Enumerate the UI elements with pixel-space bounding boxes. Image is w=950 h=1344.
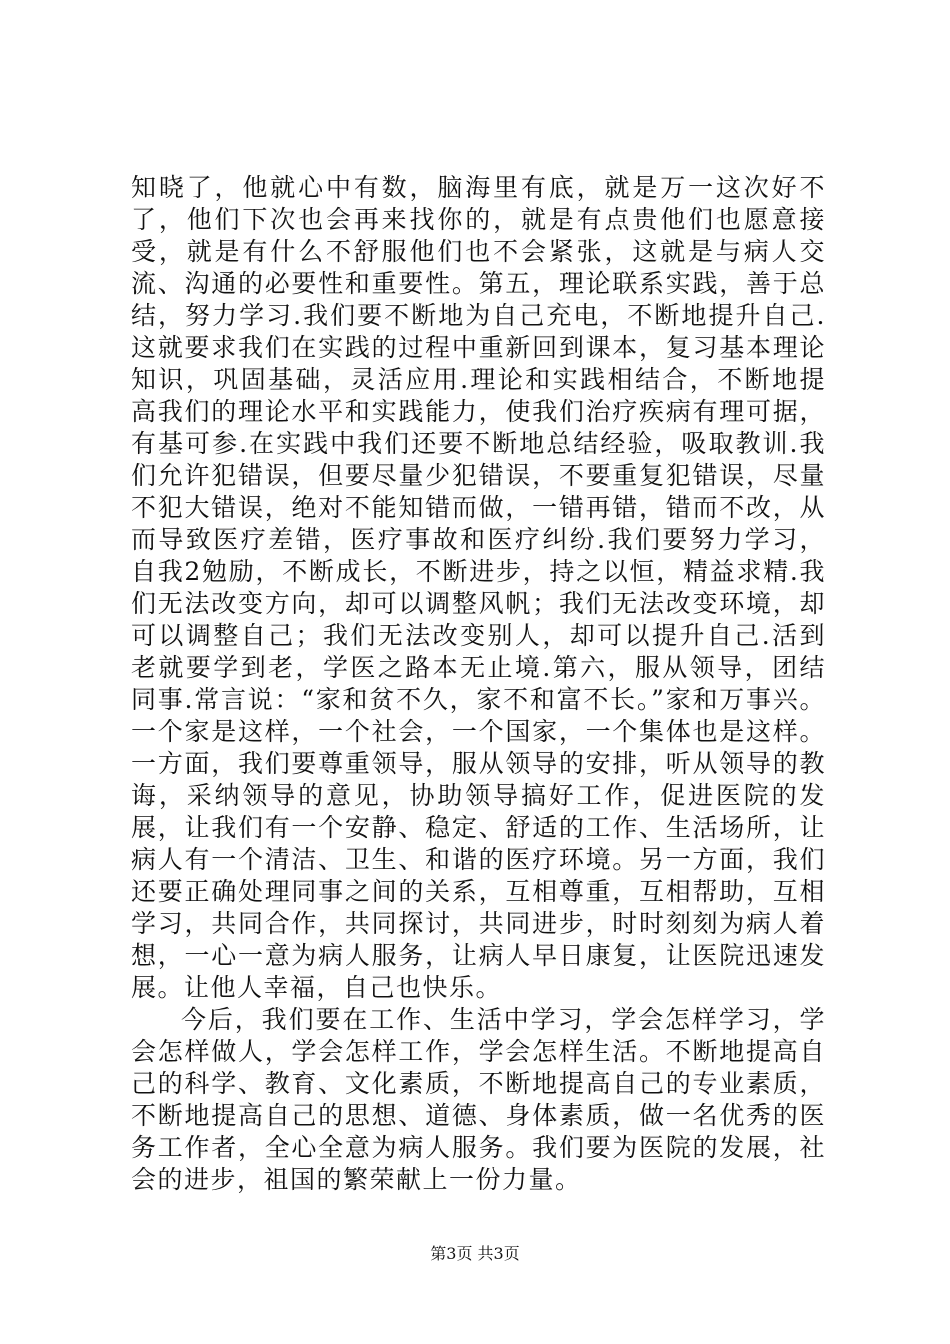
page-number-footer: 第3页 共3页 — [430, 1244, 520, 1263]
document-body — [131, 172, 826, 1196]
paragraph-conclusion: 今后，我们要在工作、生活中学习，学会怎样学习，学会怎样做人，学会怎样工作，学会怎样生活。不断地提高自己的科学、教育、文化素质，不断地提高自己的专业素质，不断地提高自己的思想、道德、身体素质，做一名优秀的医务工作者，全心全意为病人服务。我们要为医院的发展，社会的进步，祖国的繁荣献上一份力量。 — [131, 1005, 826, 1194]
paragraph-continued: 知晓了，他就心中有数，脑海里有底，就是万一这次好不了，他们下次也会再来找你的，就是有点贵他们也愿意接受，就是有什么不舒服他们也不会紧张，这就是与病人交流、沟通的必要性和重要性。第五，理论联系实践，善于总结，努力学习.我们要不断地为自己充电，不断地提升自己.这就要求我们在实践的过程中重新回到课本，复习基本理论知识，巩固基础，灵活应用.理论和实践相结合，不断地提高我们的理论水平和实践能力，使我们治疗疾病有理可据，有基可参.在实践中我们还要不断地总结经验，吸取教训.我们允许犯错误，但要尽量少犯错误，不要重复犯错误，尽量不犯大错误，绝对不能知错而做，一错再错，错而不改，从而导致医疗差错，医疗事故和医疗纠纷.我们要努力学习，自我2勉励，不断成长，不断进步，持之以恒，精益求精.我们无法改变方向，却可以调整风帆；我们无法改变环境，却可以调整自己；我们无法改变别人，却可以提升自己.活到老就要学到老，学医之路本无止境.第六，服从领导，团结同事.常言说：“家和贫不久，家不和富不长。”家和万事兴。一个家是这样，一个社会，一个国家，一个集体也是这样。一方面，我们要尊重领导，服从领导的安排，听从领导的教诲，采纳领导的意见，协助领导搞好工作，促进医院的发展，让我们有一个安静、稳定、舒适的工作、生活场所，让病人有一个清洁、卫生、和谐的医疗环境。另一方面，我们还要正确处理同事之间的关系，互相尊重，互相帮助，互相学习，共同合作，共同探讨，共同进步，时时刻刻为病人着想，一心一意为病人服务，让病人早日康复，让医院迅速发展。让他人幸福，自己也快乐。 — [131, 173, 826, 1002]
